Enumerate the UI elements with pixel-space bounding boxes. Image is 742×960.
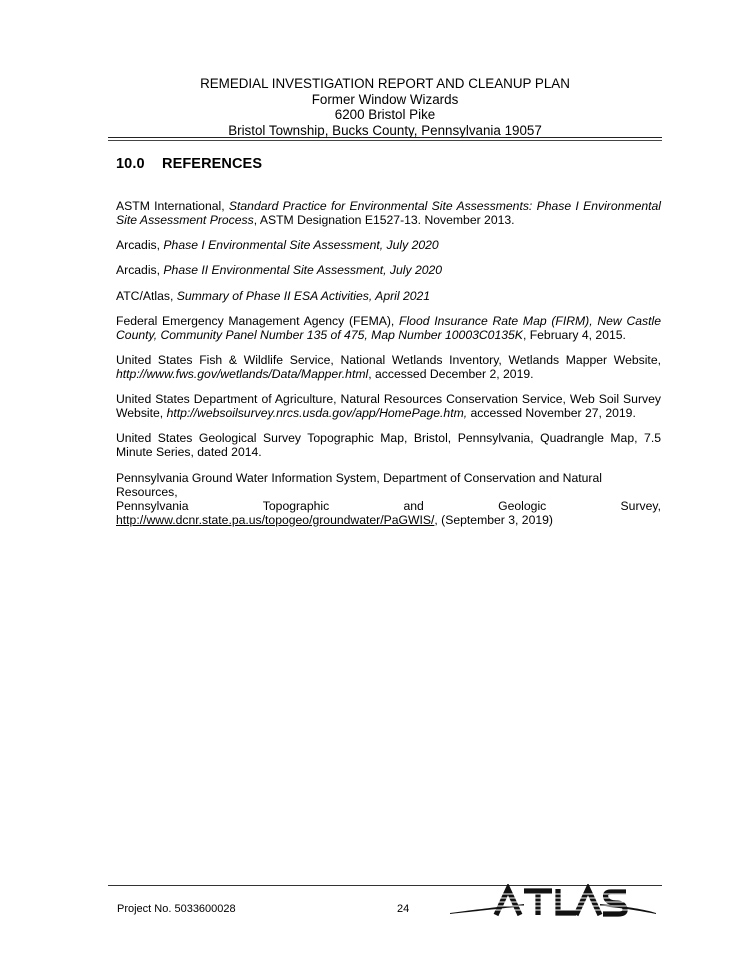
project-number: Project No. 5033600028 xyxy=(117,903,236,915)
ref-link[interactable]: http://www.dcnr.state.pa.us/topogeo/groundwater/PaGWIS/ xyxy=(116,512,435,527)
ref-title: Flood Insurance Rate Map (FIRM), New Castle County, Community Panel Number 135 of 475, Map Number 10003C0135K xyxy=(116,313,661,342)
ref-title: Phase II Environmental Site Assessment, July 2020 xyxy=(163,263,443,278)
ref-word: Geologic xyxy=(498,498,547,513)
ref-word: and xyxy=(403,498,424,513)
site-location: Bristol Township, Bucks County, Pennsylvania 19057 xyxy=(228,122,542,138)
reference-item xyxy=(116,314,661,342)
reference-item xyxy=(116,431,661,459)
header-divider xyxy=(108,137,662,141)
report-title: REMEDIAL INVESTIGATION REPORT AND CLEANUP PLAN xyxy=(200,76,570,91)
ref-title: Summary of Phase II ESA Activities, April 2021 xyxy=(176,288,431,303)
ref-author: ASTM International, xyxy=(116,199,229,213)
reference-item xyxy=(116,353,661,381)
reference-item xyxy=(116,392,661,420)
reference-item xyxy=(116,199,661,227)
reference-item xyxy=(116,263,661,277)
ref-author: United States Fish & Wildlife Service, National Wetlands Inventory, Wetlands Mapper Website, xyxy=(116,352,661,367)
reference-item xyxy=(116,471,661,527)
section-title: REFERENCES xyxy=(162,156,263,172)
reference-item xyxy=(116,289,661,303)
reference-item xyxy=(116,238,661,252)
site-name: Former Window Wizards xyxy=(311,91,459,107)
ref-url[interactable]: http://www.fws.gov/wetlands/Data/Mapper.html xyxy=(116,366,369,381)
ref-details: , February 4, 2015. xyxy=(522,327,626,342)
references-list xyxy=(116,199,661,538)
ref-url[interactable]: http://websoilsurvey.nrcs.usda.gov/app/HomePage.htm, xyxy=(166,406,468,421)
page-number: 24 xyxy=(397,903,410,915)
section-heading xyxy=(116,156,262,172)
ref-details: , accessed December 2, 2019. xyxy=(368,366,534,381)
ref-text: Pennsylvania Ground Water Information System, Department of Conservation and Natural Resources, xyxy=(116,470,602,499)
section-number: 10.0 xyxy=(116,156,145,172)
ref-text: United States Geological Survey Topographic Map, Bristol, Pennsylvania, Quadrangle Map, 7.5 Minute Series, dated 2014. xyxy=(116,431,661,460)
ref-author: Arcadis, xyxy=(116,238,164,253)
site-address: 6200 Bristol Pike xyxy=(334,107,436,123)
ref-details: , (September 3, 2019) xyxy=(434,512,553,527)
ref-details: , ASTM Designation E1527-13. November 2013. xyxy=(253,213,515,227)
ref-word: Pennsylvania xyxy=(116,498,189,513)
ref-details: accessed November 27, 2019. xyxy=(467,406,636,421)
ref-title: Standard Practice for Environmental Site Assessments: Phase I Environmental Site Assessment Process xyxy=(116,199,661,227)
ref-author: Federal Emergency Management Agency (FEMA), xyxy=(116,313,400,328)
ref-word: Topographic xyxy=(262,498,330,513)
ref-title: Phase I Environmental Site Assessment, July 2020 xyxy=(163,238,439,253)
ref-justified-line xyxy=(116,499,661,513)
atlas-logo xyxy=(448,884,658,918)
ref-author: Arcadis, xyxy=(116,263,164,278)
ref-word: Survey, xyxy=(620,498,661,513)
report-header xyxy=(108,76,662,138)
ref-author: ATC/Atlas, xyxy=(116,288,177,303)
ref-author: United States Department of Agriculture, Natural Resources Conservation Service, Web Soil Survey Website, xyxy=(116,392,661,421)
